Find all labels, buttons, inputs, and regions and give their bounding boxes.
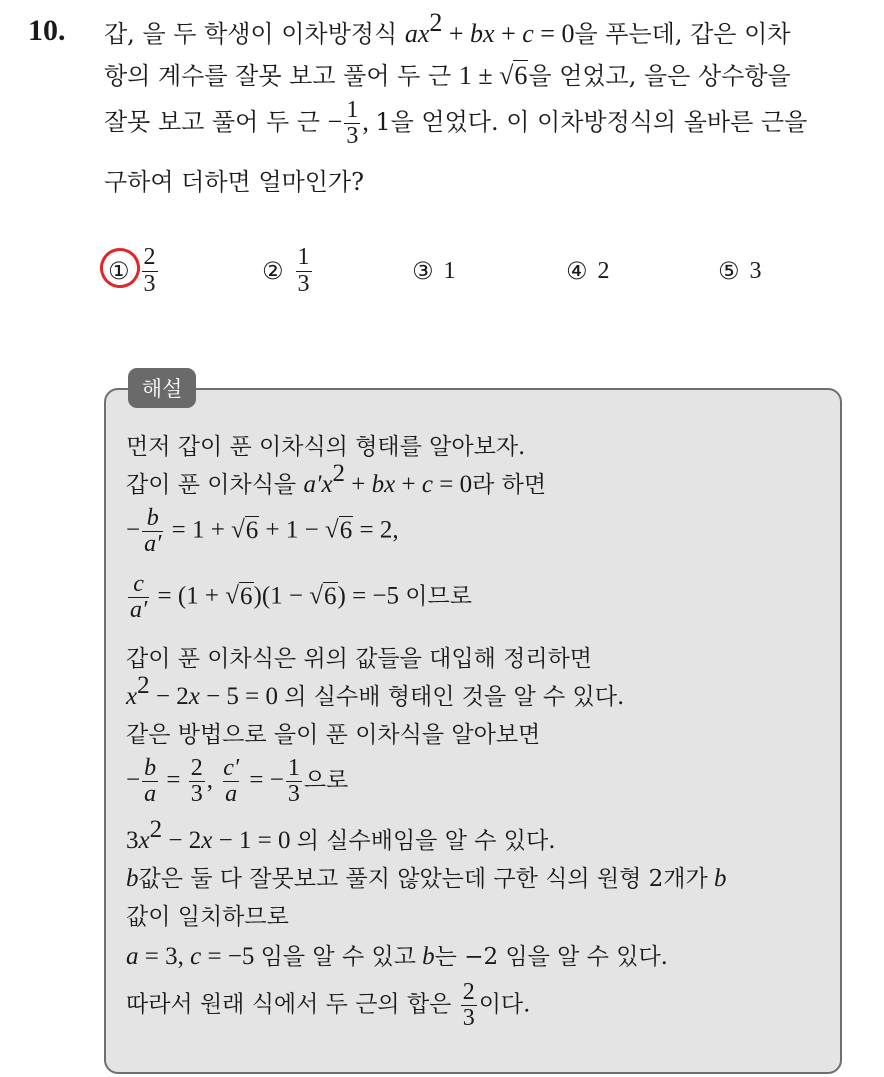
question-number: 10. [28, 14, 66, 47]
solution-line-12: a = 3, c = −5 임을 알 수 있고 b는 −2 임을 알 수 있다. [126, 943, 668, 970]
solution-line-2: 갑이 푼 이차식을 $a'x^2$ + bx + c = 0라 하면 [126, 460, 547, 498]
solution-line-10: b값은 둘 다 잘못보고 풀지 않았는데 구한 식의 원형 2개가 b [126, 865, 727, 892]
solution-line-11: 값이 일치하므로 [126, 904, 289, 930]
choice-4[interactable]: ④ 2 [566, 257, 610, 285]
solution-line-9: $3x^2 - 2x - 1 = 0$ 의 실수배임을 알 수 있다. [126, 816, 556, 854]
selected-answer-circle-icon [96, 244, 145, 293]
question-line-2: 항의 계수를 잘못 보고 풀어 두 근 1 ± √6을 얻었고, 을은 상수항을 [104, 61, 791, 90]
choice-2[interactable]: ② $\frac{1}{3}$ [262, 244, 310, 297]
question-line-4: 구하여 더하면 얼마인가? [104, 168, 364, 196]
solution-line-8: − $\frac{b}{a}$ = $\frac{2}{3}$ , $\frac{c'}{a}$ = − $\frac{1}{3}$ 으로 [126, 755, 349, 808]
choice-5[interactable]: ⑤ 3 [718, 257, 762, 285]
choice-1[interactable]: ① $\frac{2}{3}$ [108, 238, 160, 304]
question-line-3: 잘못 보고 풀어 두 근 − $\frac{1}{3}$ , 1을 얻었다. 이 이차방정식의 올바른 근을 [104, 97, 808, 150]
solution-line-7: 같은 방법으로 을이 푼 이차식을 알아보면 [126, 722, 541, 748]
solution-line-6: $x^2 - 2x - 5 = 0$ 의 실수배 형태인 것을 알 수 있다. [126, 672, 625, 710]
solution-line-1: 먼저 갑이 푼 이차식의 형태를 알아보자. [126, 434, 526, 460]
solution-line-5: 갑이 푼 이차식은 위의 값들을 대입해 정리하면 [126, 646, 593, 672]
answer-choices [0, 238, 884, 304]
solution-line-4: $\frac{c}{a'}$ = (1 + √6)(1 − √6) = −5 이므로 [130, 571, 472, 624]
question-line-1: 갑, 을 두 학생이 이차방정식 $ax^2$ + bx + c = 0을 푸는데, 갑은 이차 [104, 8, 791, 48]
solution-line-13: 따라서 원래 식에서 두 근의 합은 $\frac{2}{3}$ 이다. [126, 979, 531, 1032]
choice-3[interactable]: ③ 1 [412, 257, 456, 285]
solution-tag: 해설 [128, 368, 196, 408]
solution-line-3: − $\frac{b}{a'}$ = 1 + √6 + 1 − √6 = 2, [126, 505, 399, 558]
